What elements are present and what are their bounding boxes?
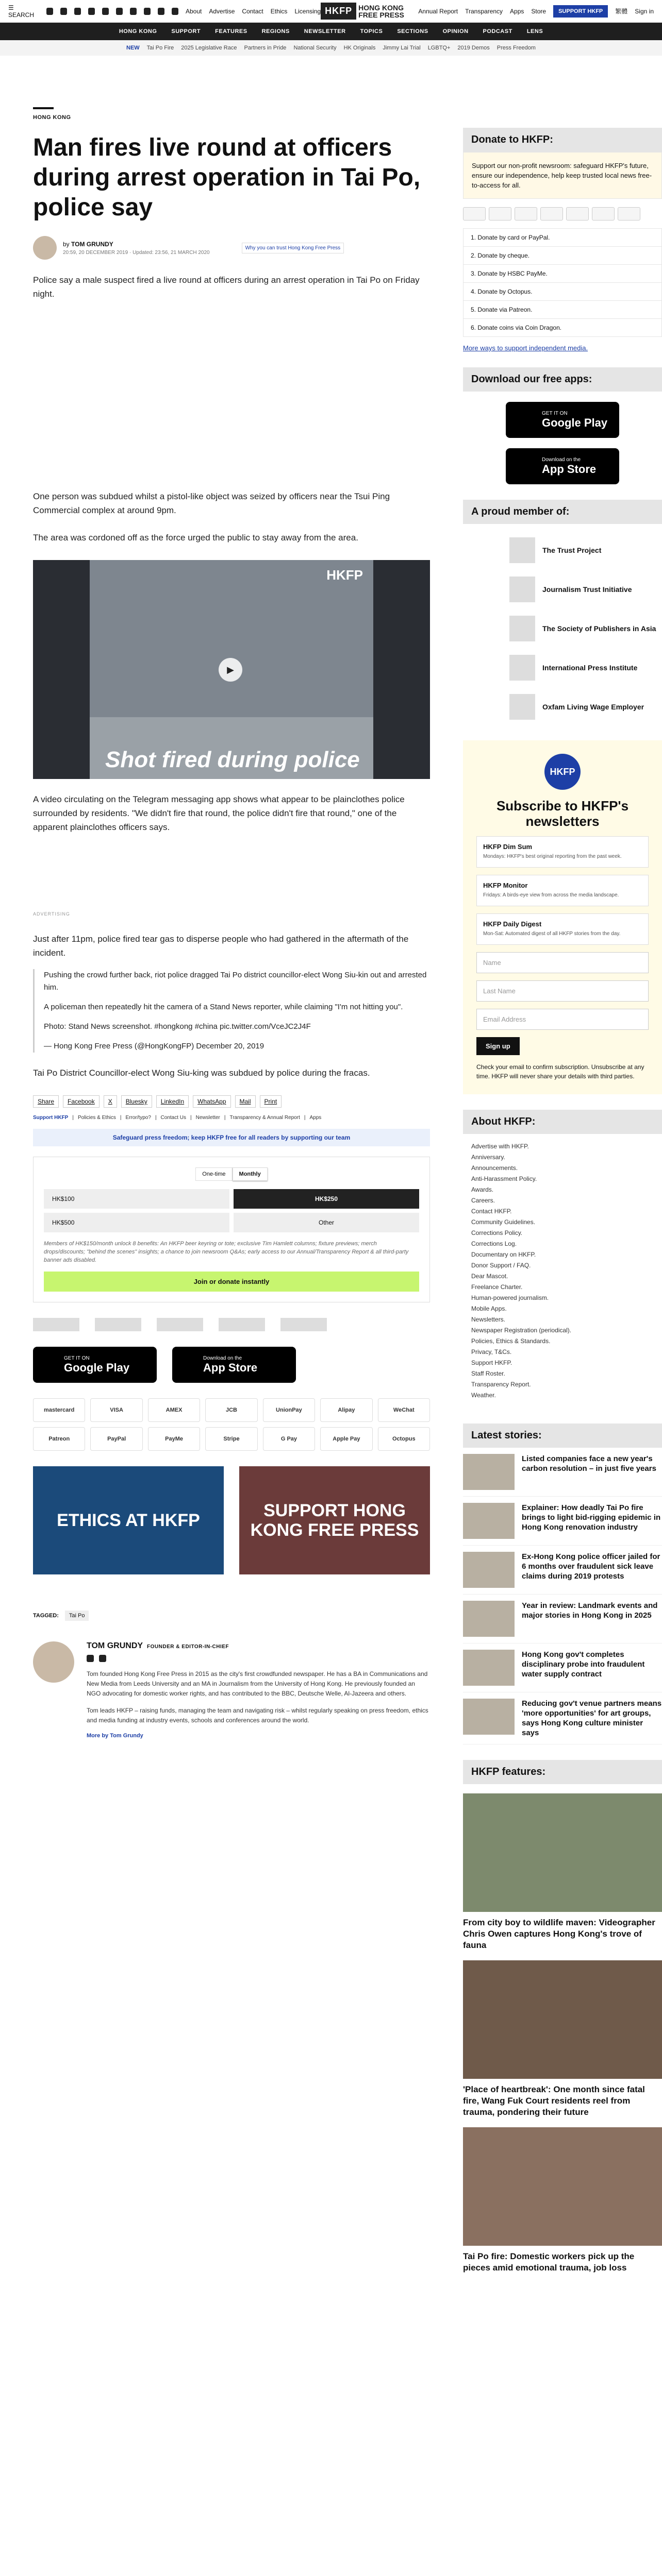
subnav-item[interactable]: Partners in Pride bbox=[244, 45, 287, 51]
about-link[interactable]: Staff Roster. bbox=[471, 1370, 505, 1377]
share-facebook[interactable]: Facebook bbox=[63, 1095, 100, 1108]
story-title: Year in review: Landmark events and major stories in Hong Kong in 2025 bbox=[522, 1601, 658, 1620]
toplink-store[interactable]: Store bbox=[531, 7, 547, 15]
about-link[interactable]: Community Guidelines. bbox=[471, 1218, 536, 1226]
support-hkfp-button[interactable]: SUPPORT HKFP bbox=[553, 5, 608, 18]
app-store-button[interactable] bbox=[172, 1347, 296, 1383]
payment-logo[interactable]: Octopus bbox=[378, 1427, 430, 1451]
ipi-logo[interactable] bbox=[219, 1318, 265, 1331]
author-social bbox=[87, 1655, 430, 1662]
member-org[interactable] bbox=[509, 694, 662, 720]
about-link[interactable]: Support HKFP. bbox=[471, 1359, 512, 1366]
nav-sections[interactable]: SECTIONS bbox=[397, 28, 428, 35]
title-rule bbox=[33, 107, 54, 109]
share-x[interactable]: X bbox=[104, 1095, 117, 1108]
linkedin-icon[interactable] bbox=[116, 8, 123, 15]
donate-section bbox=[463, 128, 662, 352]
share-links bbox=[33, 1095, 430, 1108]
story-title: Explainer: How deadly Tai Po fire brings to light bid-rigging epidemic in Hong Kong renovation industry bbox=[522, 1503, 661, 1532]
gp-label: Google Play bbox=[64, 1361, 130, 1374]
logo-line-2: FREE PRESS bbox=[358, 10, 404, 19]
latest-story[interactable] bbox=[463, 1448, 662, 1497]
byline bbox=[33, 236, 430, 260]
gp-small: GET IT ON bbox=[542, 410, 568, 416]
instagram-icon[interactable] bbox=[74, 8, 81, 15]
footer-link[interactable]: Transparency & Annual Report bbox=[229, 1115, 300, 1121]
as-small: Download on the bbox=[203, 1355, 242, 1361]
features-section bbox=[463, 1760, 662, 2274]
x-icon[interactable] bbox=[46, 8, 53, 15]
paragraph: Tai Po District Councillor-elect Wong Siu-king was subdued by police during the fracas. bbox=[33, 1068, 370, 1078]
unionpay-icon bbox=[566, 207, 589, 221]
toplink-ethics[interactable]: Ethics bbox=[270, 7, 288, 15]
section-heading: HKFP features: bbox=[463, 1760, 662, 1784]
story-thumbnail bbox=[463, 1454, 515, 1490]
latest-story[interactable] bbox=[463, 1497, 662, 1546]
author-name-text: TOM GRUNDY bbox=[87, 1641, 143, 1650]
author-link[interactable]: TOM GRUNDY bbox=[71, 240, 113, 248]
last-name-field[interactable]: Last Name bbox=[476, 980, 649, 1002]
donate-tabs bbox=[44, 1167, 419, 1181]
by-label: by bbox=[63, 240, 70, 248]
about-link[interactable]: Freelance Charter. bbox=[471, 1283, 523, 1291]
ad-space bbox=[33, 301, 430, 476]
donate-option[interactable]: 6. Donate coins via Coin Dragon. bbox=[463, 318, 662, 337]
tweet-text: A policeman then repeatedly hit the camera of a Stand News reporter, while claiming "I'm not hitting you". bbox=[44, 1003, 403, 1011]
tweet-text: Pushing the crowd further back, riot police dragged Tai Po district councillor-elect Wong Siu-kin out and arrested him. bbox=[44, 971, 427, 992]
embedded-tweet bbox=[33, 969, 430, 1053]
byline-text bbox=[63, 241, 210, 256]
threads-icon[interactable] bbox=[88, 8, 95, 15]
more-by-author-link[interactable]: More by Tom Grundy bbox=[87, 1733, 143, 1739]
about-link[interactable]: Anti-Harassment Policy. bbox=[471, 1175, 537, 1182]
toplink-about[interactable]: About bbox=[186, 7, 202, 15]
paragraph: Police say a male suspect fired a live round at officers during an arrest operation in Tai Po on Friday night. bbox=[33, 275, 420, 299]
name-field[interactable]: Name bbox=[476, 952, 649, 973]
footer-link[interactable]: Policies & Ethics bbox=[77, 1115, 116, 1121]
video-logo: HKFP bbox=[326, 567, 363, 583]
tweet-text: Photo: Stand News screenshot. #hongkong #china pic.twitter.com/VceJC2J4F bbox=[44, 1022, 311, 1031]
feature-title: 'Place of heartbreak': One month since fatal fire, Wang Fuk Court residents reel from trauma, pondering their future bbox=[463, 2084, 645, 2117]
newsletter-option[interactable] bbox=[476, 836, 649, 868]
youtube-icon[interactable] bbox=[130, 8, 137, 15]
oxfam-icon bbox=[509, 694, 535, 720]
tweet-source[interactable]: — Hong Kong Free Press (@HongKongFP) December 20, 2019 bbox=[44, 1042, 264, 1050]
section-heading: A proud member of: bbox=[463, 500, 662, 524]
top-bar bbox=[0, 0, 662, 23]
section-heading: Donate to HKFP: bbox=[463, 128, 662, 152]
footer-link[interactable]: Apps bbox=[309, 1115, 322, 1121]
subnav-item[interactable]: Jimmy Lai Trial bbox=[383, 45, 421, 51]
about-link[interactable]: Weather. bbox=[471, 1392, 496, 1399]
donate-option[interactable]: 3. Donate by HSBC PayMe. bbox=[463, 264, 662, 283]
about-links bbox=[463, 1134, 662, 1408]
video-player[interactable] bbox=[33, 560, 430, 779]
subnav-item[interactable]: HK Originals bbox=[343, 45, 376, 51]
toplink-annual-report[interactable]: Annual Report bbox=[418, 7, 458, 15]
google-play-button[interactable] bbox=[506, 402, 619, 438]
site-logo[interactable] bbox=[321, 3, 404, 20]
logo-text bbox=[358, 4, 404, 19]
story-title: Listed companies face a new year's carbon resolution – in just five years bbox=[522, 1454, 656, 1473]
nav-podcast[interactable]: PODCAST bbox=[483, 28, 512, 35]
story-thumbnail bbox=[463, 1503, 515, 1539]
share-linkedin[interactable]: LinkedIn bbox=[156, 1095, 189, 1108]
logo-line-1: HONG KONG bbox=[358, 3, 404, 12]
feature-image bbox=[463, 1793, 662, 1912]
about-link[interactable]: Corrections Policy. bbox=[471, 1229, 523, 1236]
member-name: The Society of Publishers in Asia bbox=[542, 624, 656, 633]
paragraph: The area was cordoned off as the force urged the public to stay away from the area. bbox=[33, 533, 358, 543]
tags bbox=[33, 1611, 430, 1621]
new-badge: NEW bbox=[126, 45, 140, 51]
author-info bbox=[87, 1641, 430, 1739]
toplink-contact[interactable]: Contact bbox=[242, 7, 263, 15]
feature-story[interactable] bbox=[463, 1960, 662, 2118]
feature-image bbox=[463, 1960, 662, 2079]
newsletter-desc: Mondays: HKFP's best original reporting from the past week. bbox=[483, 854, 622, 859]
author-role: FOUNDER & EDITOR-IN-CHIEF bbox=[147, 1644, 229, 1650]
donate-option[interactable]: 5. Donate via Patreon. bbox=[463, 300, 662, 319]
nav-features[interactable]: FEATURES bbox=[215, 28, 247, 35]
payment-logo[interactable]: Alipay bbox=[320, 1398, 372, 1422]
footer-link[interactable]: Error/typo? bbox=[125, 1115, 151, 1121]
latest-story[interactable] bbox=[463, 1595, 662, 1643]
about-link[interactable]: Newspaper Registration (periodical). bbox=[471, 1327, 572, 1334]
nav-lens[interactable]: LENS bbox=[526, 28, 543, 35]
subnav-item[interactable]: National Security bbox=[293, 45, 337, 51]
about-link[interactable]: Transparency Report. bbox=[471, 1381, 531, 1388]
card-logos bbox=[463, 199, 662, 229]
footer-link[interactable]: Newsletter bbox=[195, 1115, 220, 1121]
video-pillar-left bbox=[33, 560, 90, 779]
payment-logo[interactable]: WeChat bbox=[378, 1398, 430, 1422]
member-name: International Press Institute bbox=[542, 664, 638, 672]
search-button[interactable]: ☰ SEARCH bbox=[8, 4, 35, 19]
video-caption: Shot fired during police bbox=[105, 747, 360, 772]
newsletter-heading: Subscribe to HKFP's newsletters bbox=[496, 798, 629, 829]
alipay-icon bbox=[618, 207, 640, 221]
video-pillar-right bbox=[373, 560, 430, 779]
amount-option[interactable]: HK$500 bbox=[44, 1213, 229, 1232]
payment-logo[interactable]: VISA bbox=[90, 1398, 142, 1422]
nav-hong-kong[interactable]: HONG KONG bbox=[119, 28, 157, 35]
member-logos-row bbox=[33, 1318, 430, 1331]
about-link[interactable]: Corrections Log. bbox=[471, 1240, 517, 1247]
member-section bbox=[463, 500, 662, 720]
payment-logo[interactable]: PayMe bbox=[148, 1427, 200, 1451]
section-heading: Download our free apps: bbox=[463, 367, 662, 392]
about-link[interactable]: Dear Mascot. bbox=[471, 1273, 508, 1280]
email-field[interactable]: Email Address bbox=[476, 1009, 649, 1030]
nav-opinion[interactable]: OPINION bbox=[442, 28, 469, 35]
member-org[interactable] bbox=[509, 616, 662, 641]
feature-image bbox=[463, 2127, 662, 2246]
toplink-apps[interactable]: Apps bbox=[510, 7, 524, 15]
nav-support[interactable]: SUPPORT bbox=[171, 28, 201, 35]
main-nav bbox=[0, 23, 662, 40]
member-org[interactable] bbox=[509, 537, 662, 563]
byline-author bbox=[63, 241, 210, 248]
apps-section bbox=[463, 367, 662, 484]
sidebar bbox=[463, 56, 662, 2274]
payment-logo[interactable]: UnionPay bbox=[263, 1398, 315, 1422]
story-thumbnail bbox=[463, 1650, 515, 1686]
ipi-icon bbox=[509, 655, 535, 681]
payment-logo[interactable]: G Pay bbox=[263, 1427, 315, 1451]
story-thumbnail bbox=[463, 1699, 515, 1735]
amount-option-selected[interactable]: HK$250 bbox=[234, 1189, 419, 1209]
paragraph: One person was subdued whilst a pistol-like object was seized by officers near the Tsui Ping Commercial complex at around 9pm. bbox=[33, 492, 390, 515]
page-body bbox=[0, 56, 662, 2274]
tagged-label: TAGGED: bbox=[33, 1613, 59, 1619]
newsletter-note: Check your email to confirm subscription. Unsubscribe at any time. HKFP will never share your details with third parties. bbox=[476, 1063, 644, 1080]
sopa-icon bbox=[509, 616, 535, 641]
author-box bbox=[33, 1641, 430, 1739]
gp-label: Google Play bbox=[542, 416, 608, 429]
amount-option[interactable]: HK$100 bbox=[44, 1189, 229, 1209]
bluesky-icon[interactable] bbox=[102, 8, 109, 15]
story-title: Ex-Hong Kong police officer jailed for 6 months over fraudulent sick leave claims during 2019 protests bbox=[522, 1552, 660, 1581]
app-store-button[interactable] bbox=[506, 448, 619, 484]
logo-mark: HKFP bbox=[321, 3, 356, 20]
donate-widget bbox=[33, 1157, 430, 1302]
donate-option[interactable]: 2. Donate by cheque. bbox=[463, 246, 662, 265]
nav-regions[interactable]: REGIONS bbox=[261, 28, 290, 35]
ad-label: ADVERTISING bbox=[33, 911, 70, 917]
join-button[interactable]: Join or donate instantly bbox=[44, 1272, 419, 1292]
bluesky-icon[interactable] bbox=[87, 1655, 94, 1662]
section-heading: About HKFP: bbox=[463, 1110, 662, 1134]
sub-nav bbox=[0, 40, 662, 56]
member-name: The Trust Project bbox=[542, 546, 602, 554]
newsletter-signup bbox=[463, 740, 662, 1094]
latest-story[interactable] bbox=[463, 1546, 662, 1595]
member-org[interactable] bbox=[509, 655, 662, 681]
article-date: 20:59, 20 DECEMBER 2019 · Updated: 23:56, 21 MARCH 2020 bbox=[63, 249, 210, 256]
newsletter-desc: Mon-Sat: Automated digest of all HKFP stories from the day. bbox=[483, 931, 621, 937]
author-avatar bbox=[33, 236, 57, 260]
member-name: Oxfam Living Wage Employer bbox=[542, 703, 644, 711]
donate-option[interactable]: 1. Donate by card or PayPal. bbox=[463, 228, 662, 247]
payment-logo[interactable]: Apple Pay bbox=[320, 1427, 372, 1451]
footer-link[interactable]: Contact Us bbox=[160, 1115, 187, 1121]
author-photo bbox=[33, 1641, 74, 1683]
about-link[interactable]: Contact HKFP. bbox=[471, 1208, 512, 1215]
donate-options bbox=[463, 228, 662, 337]
article-category[interactable]: HONG KONG bbox=[33, 114, 71, 121]
mastercard-icon bbox=[463, 207, 486, 221]
language-link[interactable]: 繁體 bbox=[615, 8, 628, 15]
story-title: Reducing gov't venue partners means 'more opportunities' for art groups, says Hong Kong culture minister says bbox=[522, 1699, 662, 1737]
member-org[interactable] bbox=[509, 577, 662, 602]
about-link[interactable]: Careers. bbox=[471, 1197, 495, 1204]
google-play-button[interactable] bbox=[33, 1347, 157, 1383]
amount-option-other[interactable]: Other bbox=[234, 1213, 419, 1232]
about-link[interactable]: Advertise with HKFP. bbox=[471, 1143, 529, 1150]
newsletter-title: HKFP Dim Sum bbox=[483, 843, 533, 851]
support-banner[interactable]: SUPPORT HONG KONG FREE PRESS bbox=[239, 1466, 430, 1574]
mail-icon[interactable] bbox=[172, 8, 178, 15]
donate-text[interactable]: Support our non-profit newsroom: safeguard HKFP's future, ensure our independence, help keep trusted local news free-to-access for all. bbox=[463, 152, 662, 199]
as-label: App Store bbox=[203, 1361, 258, 1374]
about-link[interactable]: Human-powered journalism. bbox=[471, 1294, 549, 1301]
top-bar-right bbox=[404, 5, 654, 18]
payment-logo[interactable]: PayPal bbox=[90, 1427, 142, 1451]
sign-in-link[interactable]: Sign in bbox=[635, 7, 654, 15]
share-label: Share bbox=[33, 1095, 59, 1108]
newsletter-option[interactable] bbox=[476, 913, 649, 945]
subnav-item[interactable]: Press Freedom bbox=[496, 45, 536, 51]
telegram-icon[interactable] bbox=[144, 8, 151, 15]
about-link[interactable]: Anniversary. bbox=[471, 1154, 505, 1161]
as-label: App Store bbox=[542, 462, 597, 476]
tag-link[interactable]: Tai Po bbox=[65, 1611, 89, 1621]
oxfam-logo[interactable] bbox=[280, 1318, 327, 1331]
paragraph: Just after 11pm, police fired tear gas to disperse people who had gathered in the aftermath of the incident. bbox=[33, 934, 409, 958]
facebook-icon[interactable] bbox=[60, 8, 67, 15]
about-link[interactable]: Newsletters. bbox=[471, 1316, 506, 1323]
latest-story[interactable] bbox=[463, 1643, 662, 1692]
author-name[interactable] bbox=[87, 1641, 430, 1651]
section-heading: Latest stories: bbox=[463, 1423, 662, 1448]
latest-story[interactable] bbox=[463, 1692, 662, 1744]
sign-up-button[interactable]: Sign up bbox=[476, 1037, 520, 1055]
newsletter-desc: Fridays: A birds-eye view from across the media landscape. bbox=[483, 892, 619, 898]
app-buttons bbox=[33, 1347, 430, 1383]
jti-icon bbox=[509, 577, 535, 602]
payment-methods bbox=[33, 1398, 430, 1451]
top-bar-left bbox=[8, 4, 321, 19]
feature-title: From city boy to wildlife maven: Videographer Chris Owen captures Hong Kong's trove of fauna bbox=[463, 1918, 655, 1950]
share-print[interactable]: Print bbox=[260, 1095, 282, 1108]
toplink-advertise[interactable]: Advertise bbox=[209, 7, 235, 15]
donate-note: Members of HK$150/month unlock 8 benefits: An HKFP beer keyring or tote; exclusive Tim Hamlett columns; fixture previews; merch drops/discounts; "behind the scenes" insights; a chance to join newsroom Q&As; early access to our Annual/Transparency Report & all third-party banner ads disabled. bbox=[44, 1241, 409, 1263]
freedom-banner[interactable]: Safeguard press freedom; keep HKFP free for all readers by supporting our team bbox=[33, 1129, 430, 1146]
donate-amounts bbox=[44, 1189, 419, 1232]
x-icon[interactable] bbox=[99, 1655, 106, 1662]
author-bio: Tom leads HKFP – raising funds, managing the team and navigating risk – whilst regularly speaking on press freedom, ethics and media funding at industry events, schools and conferences around the world. bbox=[87, 1707, 428, 1724]
story-thumbnail bbox=[463, 1552, 515, 1588]
subnav-item[interactable]: 2025 Legislative Race bbox=[181, 45, 237, 51]
payment-logo[interactable]: AMEX bbox=[148, 1398, 200, 1422]
trust-link[interactable]: Why you can trust Hong Kong Free Press bbox=[242, 243, 344, 253]
toplink-licensing[interactable]: Licensing bbox=[294, 7, 321, 15]
jcb-icon bbox=[540, 207, 563, 221]
about-link[interactable]: Documentary on HKFP. bbox=[471, 1251, 536, 1258]
subnav-item[interactable]: LGBTQ+ bbox=[427, 45, 451, 51]
newsletter-title: HKFP Monitor bbox=[483, 882, 528, 889]
toplink-transparency[interactable]: Transparency bbox=[465, 7, 503, 15]
gp-small: GET IT ON bbox=[64, 1355, 90, 1361]
article-column bbox=[33, 56, 430, 2274]
about-link[interactable]: Mobile Apps. bbox=[471, 1305, 507, 1312]
about-link[interactable]: Policies, Ethics & Standards. bbox=[471, 1337, 551, 1345]
story-thumbnail bbox=[463, 1601, 515, 1637]
paypal-icon bbox=[592, 207, 615, 221]
newsletter-option[interactable] bbox=[476, 875, 649, 906]
trust-project-icon bbox=[509, 537, 535, 563]
payment-logo[interactable]: Patreon bbox=[33, 1427, 85, 1451]
story-title: Hong Kong gov't completes disciplinary probe into fraudulent water supply contract bbox=[522, 1650, 645, 1679]
newsletter-title: HKFP Daily Digest bbox=[483, 920, 542, 928]
newsletter-logo: HKFP bbox=[544, 754, 581, 790]
jti-logo[interactable] bbox=[95, 1318, 141, 1331]
article-footer-links: Support HKFP | Policies & Ethics | Error/typo? | Contact Us | Newsletter | Transparency & Annual Report | Apps bbox=[33, 1115, 322, 1121]
footer-link[interactable]: Support HKFP bbox=[33, 1115, 69, 1121]
whatsapp-icon[interactable] bbox=[158, 8, 164, 15]
tab-one-time[interactable]: One-time bbox=[195, 1167, 232, 1181]
share-mail[interactable]: Mail bbox=[235, 1095, 256, 1108]
about-link[interactable]: Announcements. bbox=[471, 1164, 518, 1172]
payment-logo[interactable]: JCB bbox=[205, 1398, 257, 1422]
paragraph: A video circulating on the Telegram messaging app shows what appear to be plainclothes police surrounded by residents. "We didn't fire that round, the police didn't fire that round," one of the apparent plainclothes officers says. bbox=[33, 794, 405, 832]
sopa-logo[interactable] bbox=[157, 1318, 203, 1331]
share-whatsapp[interactable]: WhatsApp bbox=[193, 1095, 230, 1108]
nav-topics[interactable]: TOPICS bbox=[360, 28, 383, 35]
nav-newsletter[interactable]: NEWSLETTER bbox=[304, 28, 346, 35]
subnav-item[interactable]: Tai Po Fire bbox=[146, 45, 174, 51]
feature-story[interactable] bbox=[463, 2127, 662, 2274]
about-link[interactable]: Donor Support / FAQ. bbox=[471, 1262, 531, 1269]
about-section bbox=[463, 1110, 662, 1408]
feature-story[interactable] bbox=[463, 1793, 662, 1951]
ethics-banner[interactable]: ETHICS AT HKFP bbox=[33, 1466, 224, 1574]
visa-icon bbox=[489, 207, 511, 221]
search-label: SEARCH bbox=[8, 11, 35, 19]
article-title: Man fires live round at officers during arrest operation in Tai Po, police say bbox=[33, 134, 421, 221]
share-bluesky[interactable]: Bluesky bbox=[121, 1095, 152, 1108]
feature-title: Tai Po fire: Domestic workers pick up the pieces amid emotional trauma, job loss bbox=[463, 2251, 635, 2273]
member-name: Journalism Trust Initiative bbox=[542, 585, 632, 594]
subnav-item[interactable]: 2019 Demos bbox=[457, 45, 490, 51]
payment-logo[interactable]: Stripe bbox=[205, 1427, 257, 1451]
promo-banners bbox=[33, 1466, 430, 1574]
donate-option[interactable]: 4. Donate by Octopus. bbox=[463, 282, 662, 301]
about-link[interactable]: Awards. bbox=[471, 1186, 494, 1193]
trust-project-logo[interactable] bbox=[33, 1318, 79, 1331]
tab-monthly[interactable]: Monthly bbox=[233, 1167, 268, 1181]
payment-logo[interactable]: mastercard bbox=[33, 1398, 85, 1422]
as-small: Download on the bbox=[542, 456, 581, 463]
author-bio: Tom founded Hong Kong Free Press in 2015 as the city's first crowdfunded newspaper. He has a BA in Communications and New Media from Leeds University and an MA in Journalism from the University of Hong Kong. He previously founded an NGO advocating for domestic worker rights, and has contributed to the BBC, Deutsche Welle, Al-Jazeera and others. bbox=[87, 1670, 428, 1697]
more-ways-link[interactable]: More ways to support independent media. bbox=[463, 344, 588, 352]
play-icon[interactable]: ▶ bbox=[219, 658, 242, 682]
latest-section bbox=[463, 1423, 662, 1744]
amex-icon bbox=[515, 207, 537, 221]
about-link[interactable]: Privacy, T&Cs. bbox=[471, 1348, 512, 1355]
